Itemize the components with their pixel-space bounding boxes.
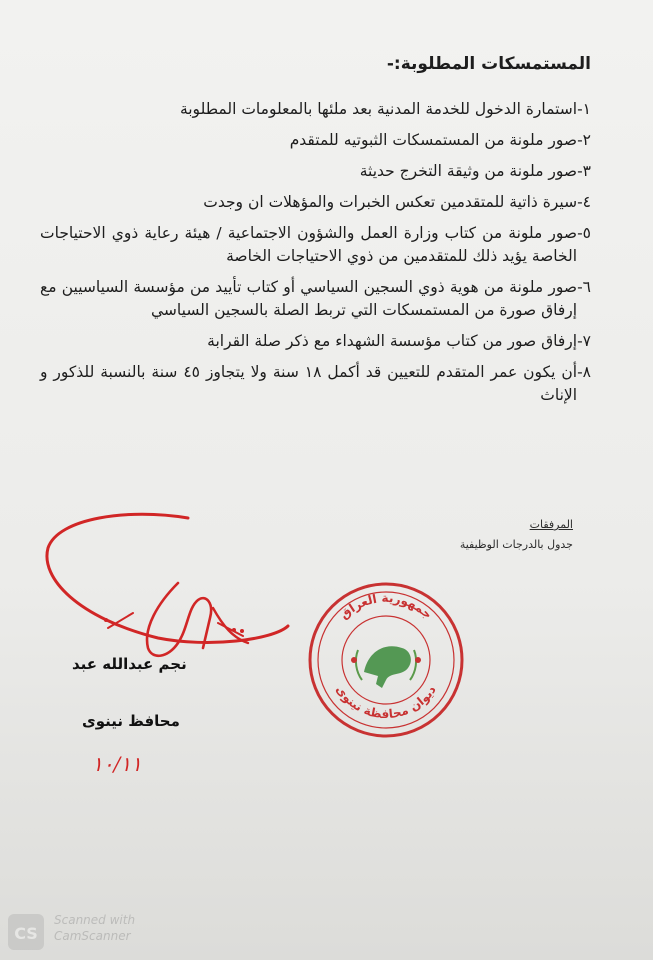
seal-bottom-text: ديوان محافظة نينوى [333,682,439,722]
item-number: ٧- [577,332,591,350]
list-item [40,160,591,183]
requirements-section [40,52,591,415]
seal-top-text: جمهورية العراق [337,590,436,622]
list-item [40,330,591,353]
signer-name: نجم عبدالله عبد [72,655,187,673]
attachments-item: جدول بالدرجات الوظيفية [459,538,573,551]
item-text: استمارة الدخول للخدمة المدنية بعد ملئها بالمعلومات المطلوبة [179,100,578,118]
scan-watermark-line1: Scanned with [54,913,136,927]
item-number: ٤- [577,193,591,211]
svg-text:جمهورية العراق [337,591,435,622]
list-item [40,222,591,268]
list-item [40,129,591,152]
requirements-list [40,98,591,407]
list-item [40,98,591,121]
scan-watermark [6,912,166,956]
item-text: صور ملونة من وثيقة التخرج حديثة [359,162,578,180]
item-text: صور ملونة من كتاب وزارة العمل والشؤون الاجتماعية / هيئة رعاية ذوي الاحتياجات الخاصة يؤيد ذلك للمتقدمين من ذوي الاحتياجات الخاصة [40,224,578,265]
scan-watermark-text [54,912,135,944]
list-item [40,191,591,214]
item-number: ٨- [577,363,591,381]
svg-text:ديوان محافظة نينوى [333,683,439,721]
handwritten-date: ١٠/١١ [92,752,142,776]
scan-watermark-line2: CamScanner [54,929,131,943]
list-item [40,276,591,322]
item-text: إرفاق صور من كتاب مؤسسة الشهداء مع ذكر صلة القرابة [207,332,578,350]
camscanner-logo-icon [6,912,46,952]
attachments-label: المرفقات [529,518,573,531]
item-text: صور ملونة من المستمسكات الثبوتيه للمتقدم [289,131,578,149]
requirements-heading: المستمسكات المطلوبة:- [386,54,591,74]
item-text: أن يكون عمر المتقدم للتعيين قد أكمل ١٨ سنة ولا يتجاوز ٤٥ سنة بالنسبة للذكور و الإناث [40,363,578,404]
list-item [40,361,591,407]
attachments-block [460,515,573,555]
signature-icon [38,508,298,708]
item-text: سيرة ذاتية للمتقدمين تعكس الخبرات والمؤهلات ان وجدت [203,193,578,211]
item-number: ٣- [577,162,591,180]
item-number: ٥- [577,224,591,242]
svg-text:CS: CS [14,924,38,943]
item-text: صور ملونة من هوية ذوي السجين السياسي أو كتاب تأييد من مؤسسة السياسيين مع إرفاق صورة من المستمسكات التي تربط الصلة بالسجين السياسي [40,278,578,319]
official-seal-icon [306,580,466,740]
item-number: ٢- [577,131,591,149]
item-number: ٦- [577,278,591,296]
signer-title: محافظ نينوى [82,712,180,730]
item-number: ١- [577,100,591,118]
